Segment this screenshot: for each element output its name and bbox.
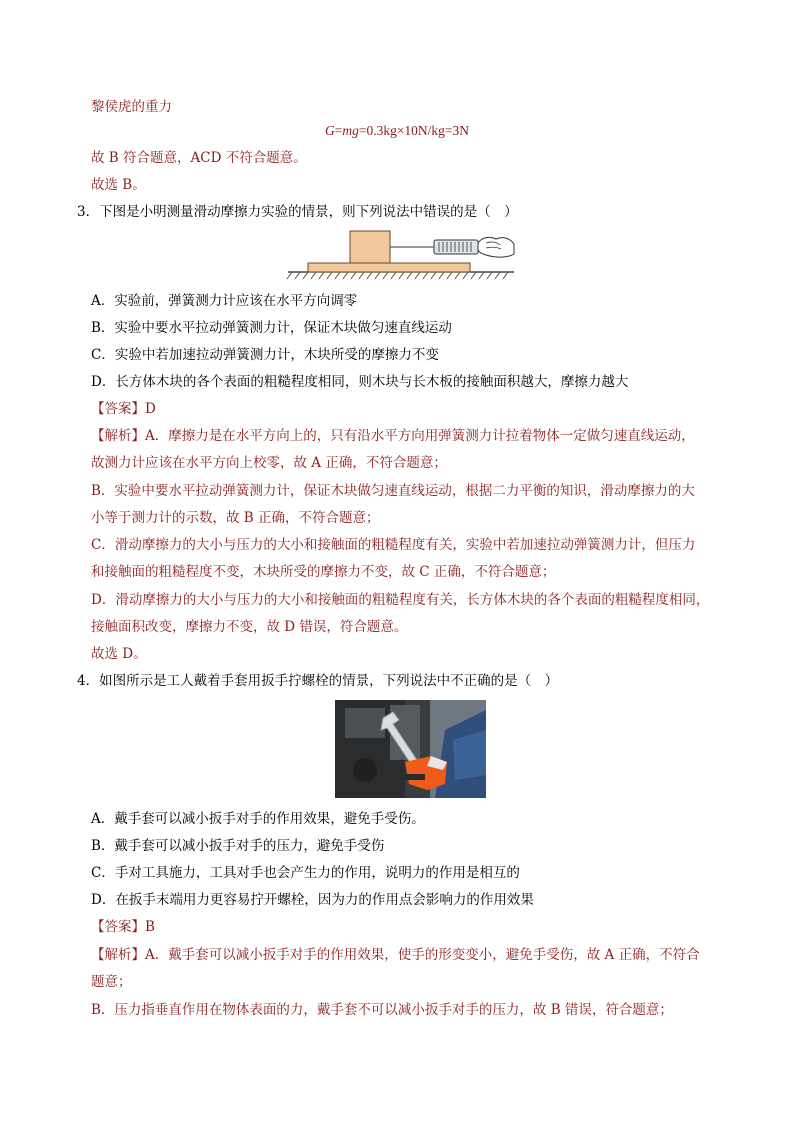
- q3-analysis-line: D．滑动摩擦力的大小与压力的大小和接触面的粗糙程度有关，长方体木块的各个表面的粗糙程度相同，: [91, 592, 710, 608]
- q3-analysis-line: C．滑动摩擦力的大小与压力的大小和接触面的粗糙程度有关，实验中若加速拉动弹簧测力计，但压力: [91, 537, 696, 553]
- q4-analysis-line: 【解析】A．戴手套可以减小扳手对手的作用效果，使手的形变变小，避免手受伤，故 A 正确，不符合: [91, 947, 700, 963]
- q3-analysis-line: 和接触面的粗糙程度不变，木块所受的摩擦力不变，故 C 正确，不符合题意；: [91, 564, 556, 580]
- formula-mg: mg: [342, 123, 359, 138]
- friction-experiment-figure: [286, 228, 516, 282]
- gravity-label: 黎侯虎的重力: [91, 99, 172, 115]
- gravity-formula: [0, 123, 794, 139]
- q4-option-b: B．戴手套可以减小扳手对手的压力，避免手受伤: [91, 838, 385, 854]
- q4-stem: 4．如图所示是工人戴着手套用扳手拧螺栓的情景，下列说法中不正确的是（ ）: [77, 673, 559, 689]
- q3-answer: 【答案】D: [91, 401, 156, 417]
- q4-analysis-line: B．压力指垂直作用在物体表面的力，戴手套不可以减小扳手对手的压力，故 B 错误，符合题意；: [91, 1002, 673, 1018]
- q3-option-d: D．长方体木块的各个表面的粗糙程度相同，则木块与长木板的接触面积越大，摩擦力越大: [91, 374, 629, 390]
- prev-choice: 故选 B。: [91, 177, 146, 193]
- q3-analysis-line: 接触面积改变，摩擦力不变，故 D 错误，符合题意。: [91, 619, 408, 635]
- q4-option-a: A．戴手套可以减小扳手对手的作用效果，避免手受伤。: [91, 811, 425, 827]
- q3-analysis-line: 【解析】A．摩擦力是在水平方向上的，只有沿水平方向用弹簧测力计拉着物体一定做匀速直线运动，: [91, 428, 695, 444]
- formula-eq: =: [334, 123, 343, 138]
- q3-analysis-line: 故测力计应该在水平方向上校零，故 A 正确，不符合题意；: [91, 455, 447, 471]
- q3-choice: 故选 D。: [91, 646, 147, 662]
- q3-analysis-line: 小等于测力计的示数，故 B 正确，不符合题意；: [91, 510, 380, 526]
- prev-conclusion: 故 B 符合题意，ACD 不符合题意。: [91, 150, 307, 166]
- formula-rest: =0.3kg×10N/kg=3N: [358, 123, 470, 138]
- formula-g: G: [324, 123, 335, 138]
- q4-option-c: C．手对工具施力，工具对手也会产生力的作用，说明力的作用是相互的: [91, 865, 520, 881]
- q3-option-a: A．实验前，弹簧测力计应该在水平方向调零: [91, 293, 358, 309]
- q3-option-b: B．实验中要水平拉动弹簧测力计，保证木块做匀速直线运动: [91, 320, 452, 336]
- q3-option-c: C．实验中若加速拉动弹簧测力计，木块所受的摩擦力不变: [91, 347, 439, 363]
- q4-answer: 【答案】B: [91, 919, 155, 935]
- q3-stem: 3．下图是小明测量滑动摩擦力实验的情景，则下列说法中错误的是（ ）: [77, 204, 518, 220]
- worker-wrench-photo: [335, 700, 486, 798]
- q3-analysis-line: B．实验中要水平拉动弹簧测力计，保证木块做匀速直线运动，根据二力平衡的知识，滑动摩擦力的大: [91, 483, 695, 499]
- q4-analysis-line: 题意；: [91, 974, 132, 990]
- q4-option-d: D．在扳手末端用力更容易拧开螺栓，因为力的作用点会影响力的作用效果: [91, 892, 534, 908]
